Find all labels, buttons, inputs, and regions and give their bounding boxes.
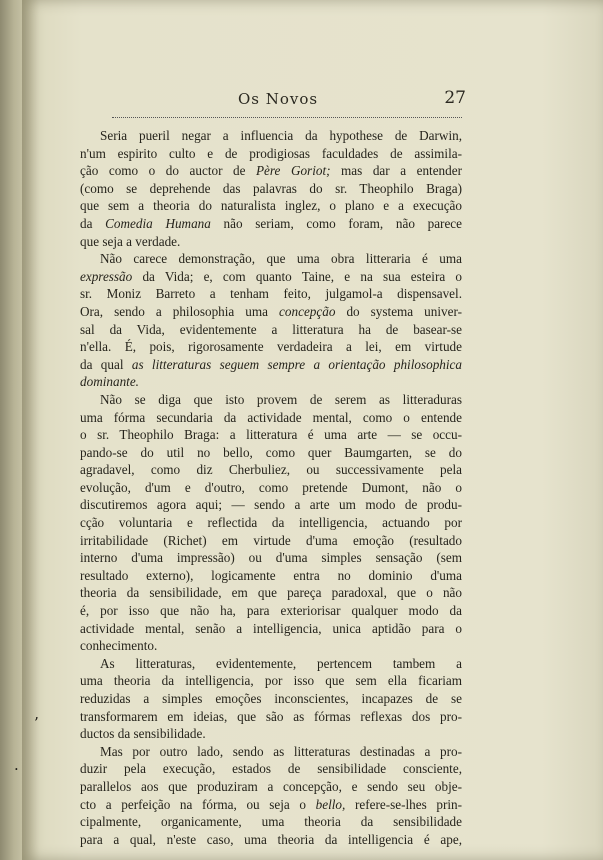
- text-line: conhecimento.: [80, 638, 158, 654]
- body-text: [80, 127, 462, 848]
- header-rule: [112, 117, 462, 118]
- text-line: n'ella. É, pois, rigorosamente verdadeira a lei, em virtude: [80, 339, 462, 355]
- text-line: discutiremos agora aqui; — sendo a arte um modo de produ-: [80, 497, 462, 513]
- text-line: ductos da sensibilidade.: [80, 726, 206, 742]
- text-line: agradavel, como diz Cherbuliez, ou successivamente pela: [80, 462, 462, 478]
- text-line: que seja a verdade.: [80, 233, 181, 249]
- text-line: (como se deprehende das palavras do sr. Theophilo Braga): [80, 180, 462, 196]
- page-number: 27: [444, 88, 466, 108]
- text-line: uma theoria da intelligencia, por isso que sem ella ficariam: [80, 673, 462, 689]
- text-line: evolução, d'um e d'outro, como pretende Dumont, não o: [80, 479, 462, 495]
- page-header: [88, 86, 466, 108]
- text-line: interno d'uma impressão) ou d'uma simples sensação (sem: [80, 550, 462, 566]
- text-line: da qual as litteraturas seguem sempre a orientação philosophica: [80, 356, 462, 372]
- text-line: theoria da sensibilidade, em que pareça paradoxal, que o não: [80, 585, 462, 601]
- text-line: n'um espirito culto e de prodigiosas faculdades de assimila-: [80, 145, 462, 161]
- text-line: transformarem em ideias, que são as fórmas reflexas dos pro-: [80, 708, 462, 724]
- text-line: reduzidas a simples emoções inconscientes, incapazes de se: [80, 691, 462, 706]
- text-line: cipalmente, organicamente, uma theoria da sensibilidade: [80, 814, 462, 830]
- text-line: duzir pela execução, estados de sensibilidade consciente,: [80, 761, 462, 777]
- text-line: sal da Vida, evidentemente a litteratura ha de basear-se: [80, 321, 462, 337]
- text-line: Ora, sendo a philosophia uma concepção do systema univer-: [80, 303, 462, 319]
- text-line: para a qual, n'este caso, uma theoria da intelligencia é ape,: [80, 831, 462, 847]
- text-line: uma fórma secundaria da actividade mental, como o entende: [80, 409, 462, 425]
- text-line: dominante.: [80, 374, 139, 390]
- text-line: actividade mental, senão a intelligencia, unica aptidão para o: [80, 620, 462, 636]
- text-line: que sem a theoria do naturalista inglez, o plano e a execução: [80, 198, 462, 214]
- text-line: Não carece demonstração, que uma obra litteraria é uma: [100, 251, 462, 267]
- binding-gutter: [0, 0, 22, 860]
- text-line: expressão da Vida; e, com quanto Taine, e na sua esteira o: [80, 268, 462, 284]
- text-line: cção voluntaria e reflectida da intelligencia, actuando por: [80, 515, 462, 531]
- text-line: irritabilidade (Richet) em virtude d'uma emoção (resultado: [80, 532, 462, 548]
- text-line: resultado externo), logicamente entra no dominio d'uma: [80, 567, 462, 583]
- text-line: As litteraturas, evidentemente, pertencem tambem a: [100, 655, 462, 671]
- text-line: o sr. Theophilo Braga: a litteratura é uma arte — se occu-: [80, 427, 462, 443]
- text-line: da Comedia Humana não seriam, como foram, não parece: [80, 215, 462, 231]
- running-title: Os Novos: [238, 90, 319, 108]
- text-line: Mas por outro lado, sendo as litteraturas destinadas a pro-: [100, 743, 462, 759]
- text-line: Seria pueril negar a influencia da hypothese de Darwin,: [100, 128, 462, 143]
- text-line: cto a perfeição na fórma, ou seja o bello, refere-se-lhes prin-: [80, 796, 462, 812]
- text-line: parallelos aos que produziram a concepção, e sendo seu obje-: [80, 778, 462, 794]
- text-line: Não se diga que isto provem de serem as litteraduras: [100, 391, 462, 407]
- margin-mark: ’: [34, 714, 39, 732]
- text-line: pando-se do util no bello, como quer Baumgarten, se do: [80, 444, 462, 460]
- text-line: é, por isso que não ha, para exteriorisar qualquer modo da: [80, 603, 462, 619]
- text-line: ção como o do auctor de Père Goriot; mas dar a entender: [80, 163, 462, 179]
- margin-mark: ·: [14, 760, 19, 778]
- text-line: sr. Moniz Barreto a tenham feito, julgamol-a dispensavel.: [80, 286, 462, 302]
